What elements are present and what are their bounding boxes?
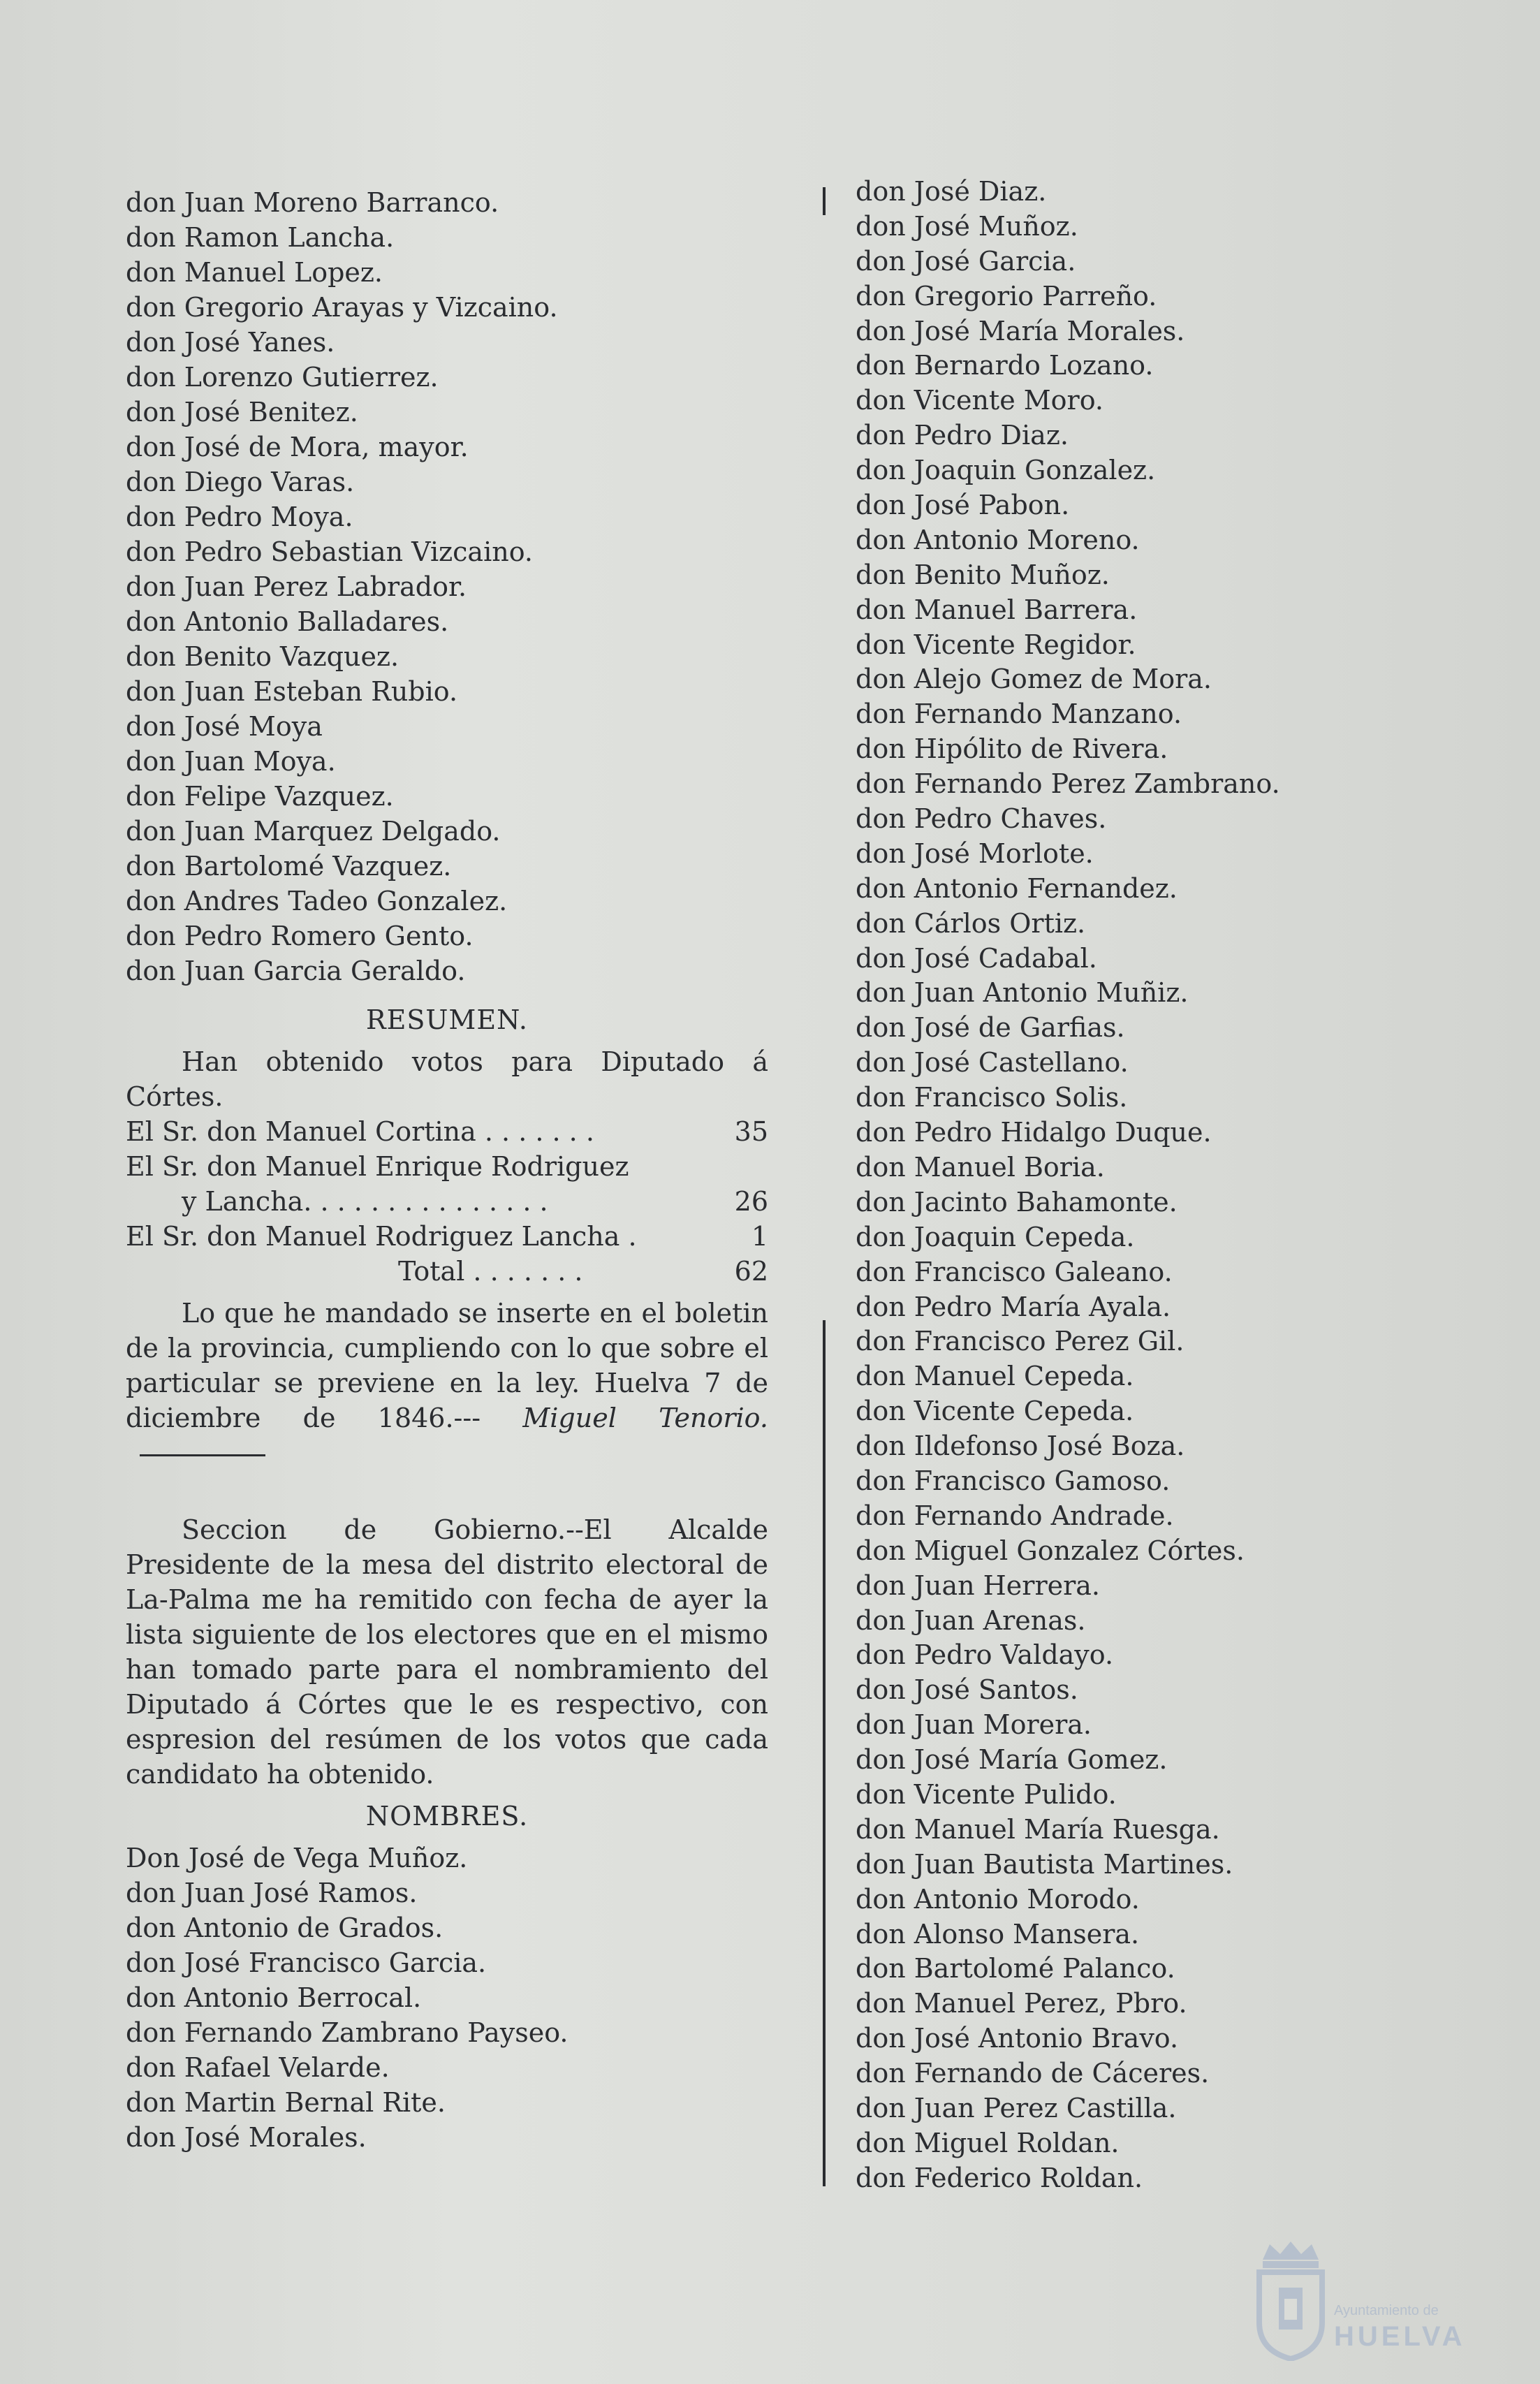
elector-name: don Hipólito de Rivera.	[856, 733, 1168, 765]
elector-name: don José Santos.	[856, 1674, 1078, 1706]
elector-name: don Pedro Moya.	[126, 502, 353, 532]
left-column	[126, 185, 768, 2155]
elector-name: don Juan Bautista Martines.	[856, 1848, 1233, 1880]
elector-name: don Ildefonso José Boza.	[856, 1431, 1185, 1462]
vote-row	[126, 1219, 768, 1254]
elector-name: don Cárlos Ortiz.	[856, 907, 1086, 939]
vote-value: 1	[751, 1221, 768, 1252]
elector-name: don Antonio Morodo.	[856, 1883, 1140, 1915]
signature: Miguel Tenorio.	[522, 1403, 768, 1433]
elector-name: don Manuel Cepeda.	[856, 1361, 1134, 1392]
vote-label: El Sr. don Manuel Cortina . . . . . . .	[126, 1116, 594, 1147]
signature-rule	[140, 1454, 265, 1456]
vote-total-label: Total . . . . . . .	[398, 1256, 583, 1287]
elector-name: don Joaquin Cepeda.	[856, 1221, 1135, 1252]
vote-label: El Sr. don Manuel Rodriguez Lancha .	[126, 1221, 637, 1252]
elector-name: don Alonso Mansera.	[856, 1918, 1140, 1950]
vote-value: 26	[734, 1186, 768, 1217]
elector-name: don José Castellano.	[856, 1047, 1129, 1078]
elector-name: don Vicente Pulido.	[856, 1778, 1117, 1810]
elector-name: don Juan José Ramos.	[126, 1878, 418, 1908]
watermark-big-text: HUELVA	[1334, 2321, 1466, 2352]
elector-name: don Antonio Fernandez.	[856, 872, 1178, 904]
elector-name: don Pedro Valdayo.	[856, 1639, 1114, 1671]
elector-name: don Gregorio Arayas y Vizcaino.	[126, 292, 558, 323]
elector-name: don Benito Vazquez.	[126, 641, 399, 672]
elector-name: don Manuel Perez, Pbro.	[856, 1988, 1187, 2019]
right-column	[856, 175, 1498, 2196]
elector-name: don Fernando Perez Zambrano.	[856, 768, 1280, 800]
vote-row	[126, 1114, 768, 1149]
elector-name: don Juan Esteban Rubio.	[126, 676, 458, 707]
column-divider-top	[823, 187, 826, 215]
elector-name: don Francisco Perez Gil.	[856, 1326, 1185, 1357]
elector-name: don Pedro Diaz.	[856, 420, 1069, 451]
coat-of-arms-icon	[1252, 2239, 1329, 2361]
elector-name: don Bernardo Lozano.	[856, 350, 1154, 381]
elector-name: don Manuel Lopez.	[126, 257, 383, 288]
elector-name: don José Diaz.	[856, 176, 1047, 207]
elector-name: don Juan Garcia Geraldo.	[126, 956, 466, 986]
votes-summary	[126, 1114, 768, 1289]
elector-name: don Fernando Andrade.	[856, 1500, 1174, 1531]
vote-row	[126, 1184, 768, 1219]
elector-name: don José Garcia.	[856, 245, 1076, 277]
elector-name: don Juan Morera.	[856, 1709, 1092, 1741]
elector-name: don Andres Tadeo Gonzalez.	[126, 886, 508, 916]
column-divider-bottom	[823, 1320, 826, 2186]
elector-name: don Manuel María Ruesga.	[856, 1813, 1220, 1845]
elector-name: don Juan Herrera.	[856, 1570, 1101, 1601]
elector-name: don José de Garfias.	[856, 1012, 1125, 1044]
elector-name: don Alejo Gomez de Mora.	[856, 664, 1212, 695]
elector-name: don José María Morales.	[856, 315, 1185, 346]
elector-name: don Fernando Manzano.	[856, 699, 1182, 730]
closing-text: Lo que he mandado se inserte en el boletin de la provincia, cumpliendo con lo que sobre el particular se previene en la ley. Huelva 7 de diciembre de 1846.---	[126, 1298, 768, 1433]
elector-name: don Francisco Gamoso.	[856, 1465, 1171, 1496]
electors-list-top	[126, 185, 768, 988]
vote-label: El Sr. don Manuel Enrique Rodriguez	[126, 1151, 629, 1182]
elector-name: don Rafael Velarde.	[126, 2052, 390, 2083]
elector-name: don Antonio Moreno.	[856, 524, 1140, 555]
vote-value: 35	[734, 1116, 768, 1147]
elector-name: don Antonio Balladares.	[126, 606, 449, 637]
vote-total-value: 62	[734, 1256, 768, 1287]
elector-name: don Lorenzo Gutierrez.	[126, 362, 439, 393]
elector-name: don Pedro Romero Gento.	[126, 921, 474, 951]
watermark-small-text: Ayuntamiento de	[1334, 2303, 1439, 2318]
elector-name: don Juan Moya.	[126, 746, 336, 777]
elector-name: don Felipe Vazquez.	[126, 781, 394, 812]
elector-name: don Manuel Boria.	[856, 1151, 1105, 1183]
elector-name: don José María Gomez.	[856, 1744, 1168, 1776]
elector-name: don Juan Antonio Muñiz.	[856, 977, 1189, 1009]
elector-name: don José de Mora, mayor.	[126, 432, 469, 462]
elector-name: don Antonio Berrocal.	[126, 1982, 422, 2013]
elector-name: Don José de Vega Muñoz.	[126, 1843, 468, 1873]
elector-name: don Fernando Zambrano Payseo.	[126, 2017, 569, 2048]
elector-name: don Juan Perez Labrador.	[126, 571, 467, 602]
elector-name: don Vicente Moro.	[856, 385, 1104, 416]
elector-name: don Gregorio Parreño.	[856, 280, 1157, 312]
elector-name: don Federico Roldan.	[856, 2162, 1143, 2193]
elector-name: don Vicente Cepeda.	[856, 1396, 1134, 1427]
elector-name: don Juan Moreno Barranco.	[126, 187, 499, 218]
elector-name: don José Muñoz.	[856, 210, 1078, 242]
elector-name: don José Moya	[126, 711, 323, 742]
vote-total-row	[126, 1254, 768, 1289]
elector-name: don José Benitez.	[126, 397, 358, 427]
elector-name: don Miguel Roldan.	[856, 2127, 1120, 2158]
elector-name: don Benito Muñoz.	[856, 559, 1110, 590]
elector-name: don José Morlote.	[856, 838, 1094, 869]
seccion-paragraph: Seccion de Gobierno.--El Alcalde Presidente de la mesa del distrito electoral de La-Palma me ha remitido con fecha de ayer la lista siguiente de los electores que en el mismo han tomado parte para el nombramiento del Diputado á Córtes que le es respectivo, con espresion del resúmen de los votos que cada candidato ha obtenido.	[126, 1514, 768, 1790]
elector-name: don Pedro María Ayala.	[856, 1291, 1171, 1322]
elector-name: don Martin Bernal Rite.	[126, 2087, 446, 2118]
elector-name: don Fernando de Cáceres.	[856, 2058, 1210, 2089]
elector-name: don Manuel Barrera.	[856, 594, 1138, 625]
ayuntamiento-huelva-watermark	[1247, 2239, 1484, 2364]
elector-name: don Jacinto Bahamonte.	[856, 1186, 1178, 1217]
elector-name: don José Francisco Garcia.	[126, 1947, 487, 1978]
elector-name: don Bartolomé Vazquez.	[126, 851, 452, 882]
elector-name: don José Cadabal.	[856, 942, 1097, 974]
elector-name: don José Pabon.	[856, 490, 1070, 521]
elector-name: don Pedro Chaves.	[856, 803, 1107, 835]
resumen-intro: Han obtenido votos para Diputado á Córtes.	[126, 1046, 768, 1112]
elector-name: don Pedro Hidalgo Duque.	[856, 1117, 1212, 1148]
vote-label: y Lancha. . . . . . . . . . . . . . .	[182, 1186, 548, 1217]
elector-name: don Bartolomé Palanco.	[856, 1953, 1175, 1984]
elector-name: don Antonio de Grados.	[126, 1913, 443, 1943]
elector-name: don Ramon Lancha.	[126, 222, 395, 253]
elector-name: don Juan Marquez Delgado.	[126, 816, 501, 847]
closing-paragraph	[126, 1296, 768, 1470]
elector-name: don José Morales.	[126, 2122, 367, 2153]
elector-name: don Diego Varas.	[126, 467, 355, 497]
elector-name: don Juan Arenas.	[856, 1604, 1086, 1636]
resumen-heading: RESUMEN.	[366, 1004, 528, 1035]
elector-name: don Miguel Gonzalez Córtes.	[856, 1535, 1245, 1566]
section-spacer	[126, 1470, 768, 1512]
elector-name: don Pedro Sebastian Vizcaino.	[126, 536, 533, 567]
elector-name: don José Antonio Bravo.	[856, 2023, 1179, 2054]
elector-name: don Juan Perez Castilla.	[856, 2092, 1177, 2123]
electors-list-bottom	[126, 1841, 768, 2155]
elector-name: don Francisco Solis.	[856, 1082, 1128, 1113]
vote-row	[126, 1149, 768, 1184]
elector-name: don Joaquin Gonzalez.	[856, 455, 1156, 486]
nombres-heading: NOMBRES.	[365, 1801, 529, 1831]
elector-name: don Francisco Galeano.	[856, 1256, 1173, 1287]
elector-name: don Vicente Regidor.	[856, 629, 1136, 660]
elector-name: don José Yanes.	[126, 327, 335, 358]
